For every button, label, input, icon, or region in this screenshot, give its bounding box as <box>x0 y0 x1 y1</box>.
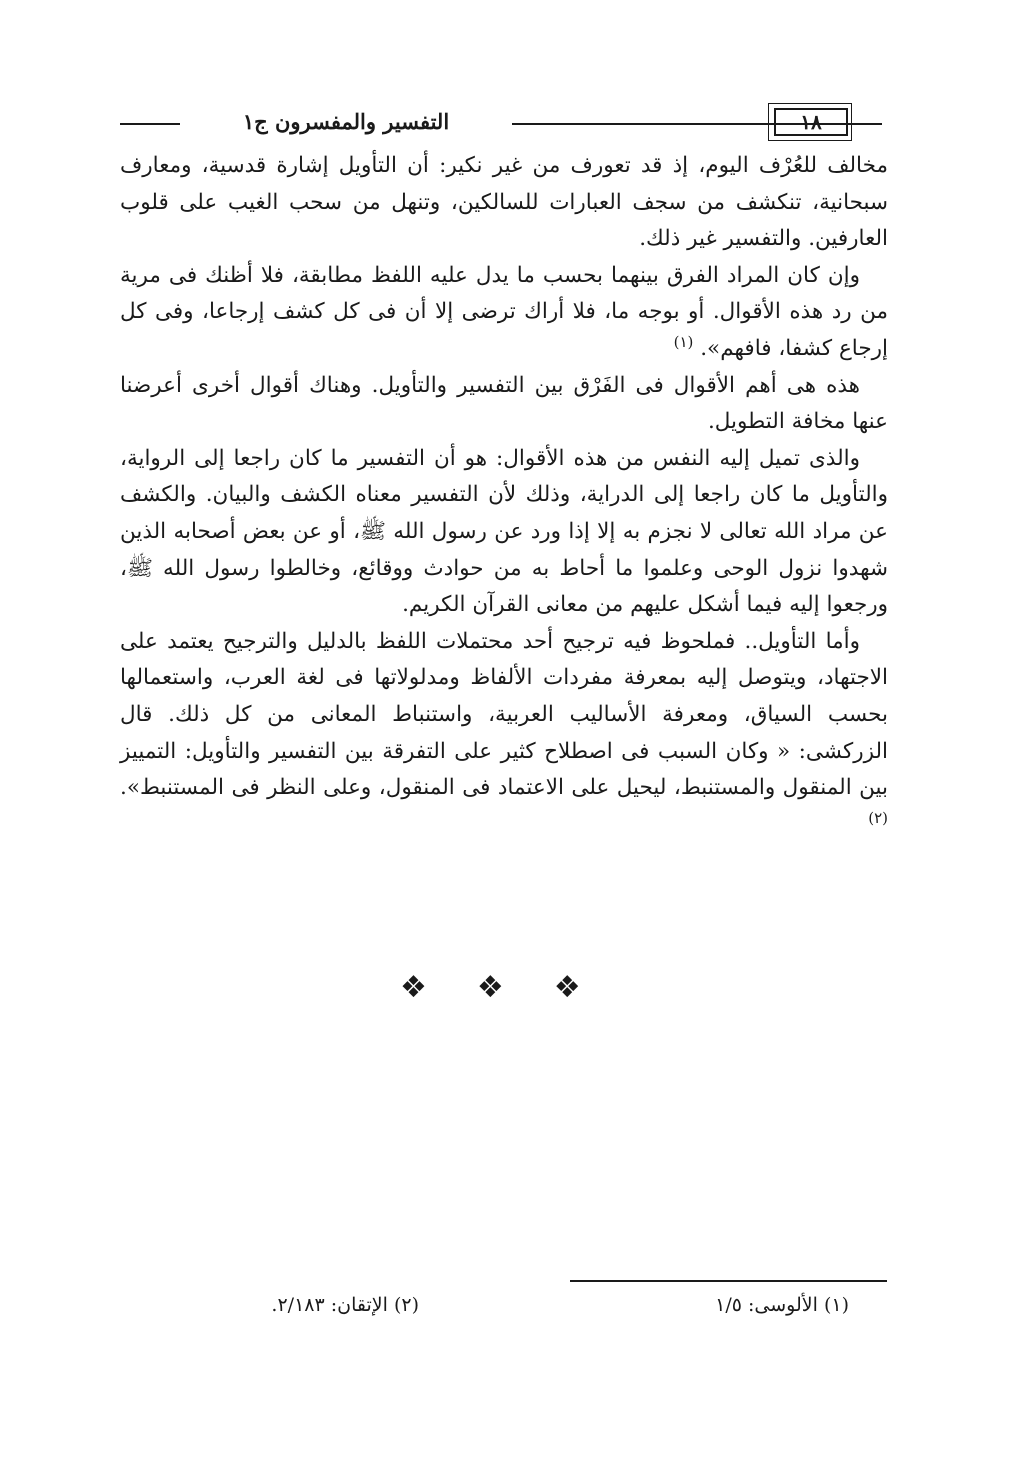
footnote-2: (٢) الإتقان: ٢/١٨٣. <box>271 1294 419 1316</box>
page-header <box>120 106 888 140</box>
running-title: التفسير والمفسرون ج١ <box>242 109 450 134</box>
header-rule-left <box>120 123 180 125</box>
footnote-1: (١) الألوسى: ١/٥ <box>715 1294 849 1316</box>
footnote-separator <box>570 1280 887 1282</box>
paragraph: وإن كان المراد الفرق بينهما بحسب ما يدل عليه اللفظ مطابقة، فلا أظنك فى مرية من رد هذه الأقوال. أو بوجه ما، فلا أراك ترضى إلا أن فى كل كشف إرجاعا، وفى كل إرجاع كشفا، فافهم». $^{(١)}$ <box>120 262 889 361</box>
body-text <box>120 148 888 843</box>
footnote-reference[interactable]: (٢) <box>868 808 888 827</box>
paragraph: وأما التأويل.. فملحوظ فيه ترجيح أحد محتملات اللفظ بالدليل والترجيح يعتمد على الاجتهاد، ويتوصل إليه بمعرفة مفردات الألفاظ ومدلولاتها فى لغة العرب، واستعمالها بحسب السياق، ومعرفة الأساليب العربية، واستنباط المعانى من كل ذلك. قال الزركشى: « وكان السبب فى اصطلاح كثير على التفرقة بين التفسير والتأويل: التمييز بين المنقول والمستنبط، ليحيل على الاعتماد فى المنقول، وعلى النظر فى المستنبط». $^{(٢)}$ <box>120 628 888 827</box>
page-number: ١٨ <box>774 108 848 136</box>
section-ornament: ❖❖❖ <box>400 970 631 1005</box>
footnote-reference[interactable]: (١) <box>673 332 694 351</box>
paragraph: هذه هى أهم الأقوال فى الفَرْق بين التفسير والتأويل. وهناك أقوال أخرى أعرضنا عنها مخافة التطويل. <box>120 372 888 435</box>
paragraph: والذى تميل إليه النفس من هذه الأقوال: هو أن التفسير ما كان راجعا إلى الرواية، والتأويل ما كان راجعا إلى الدراية، وذلك لأن التفسير معناه الكشف والبيان. والكشف عن مراد الله تعالى لا نجزم به إلا إذا ورد عن رسول الله ﷺ، أو عن بعض أصحابه الذين شهدوا نزول الوحى وعلموا ما أحاط به من حوادث ووقائع، وخالطوا رسول الله ﷺ، ورجعوا إليه فيما أشكل عليهم من معانى القرآن الكريم. <box>120 445 888 618</box>
paragraph-continuation: مخالف للعُرْف اليوم، إذ قد تعورف من غير نكير: أن التأويل إشارة قدسية، ومعارف سبحانية، تنكشف من سجف العبارات للسالكين، وتنهل من سحب الغيب على قلوب العارفين. والتفسير غير ذلك. <box>120 153 888 252</box>
